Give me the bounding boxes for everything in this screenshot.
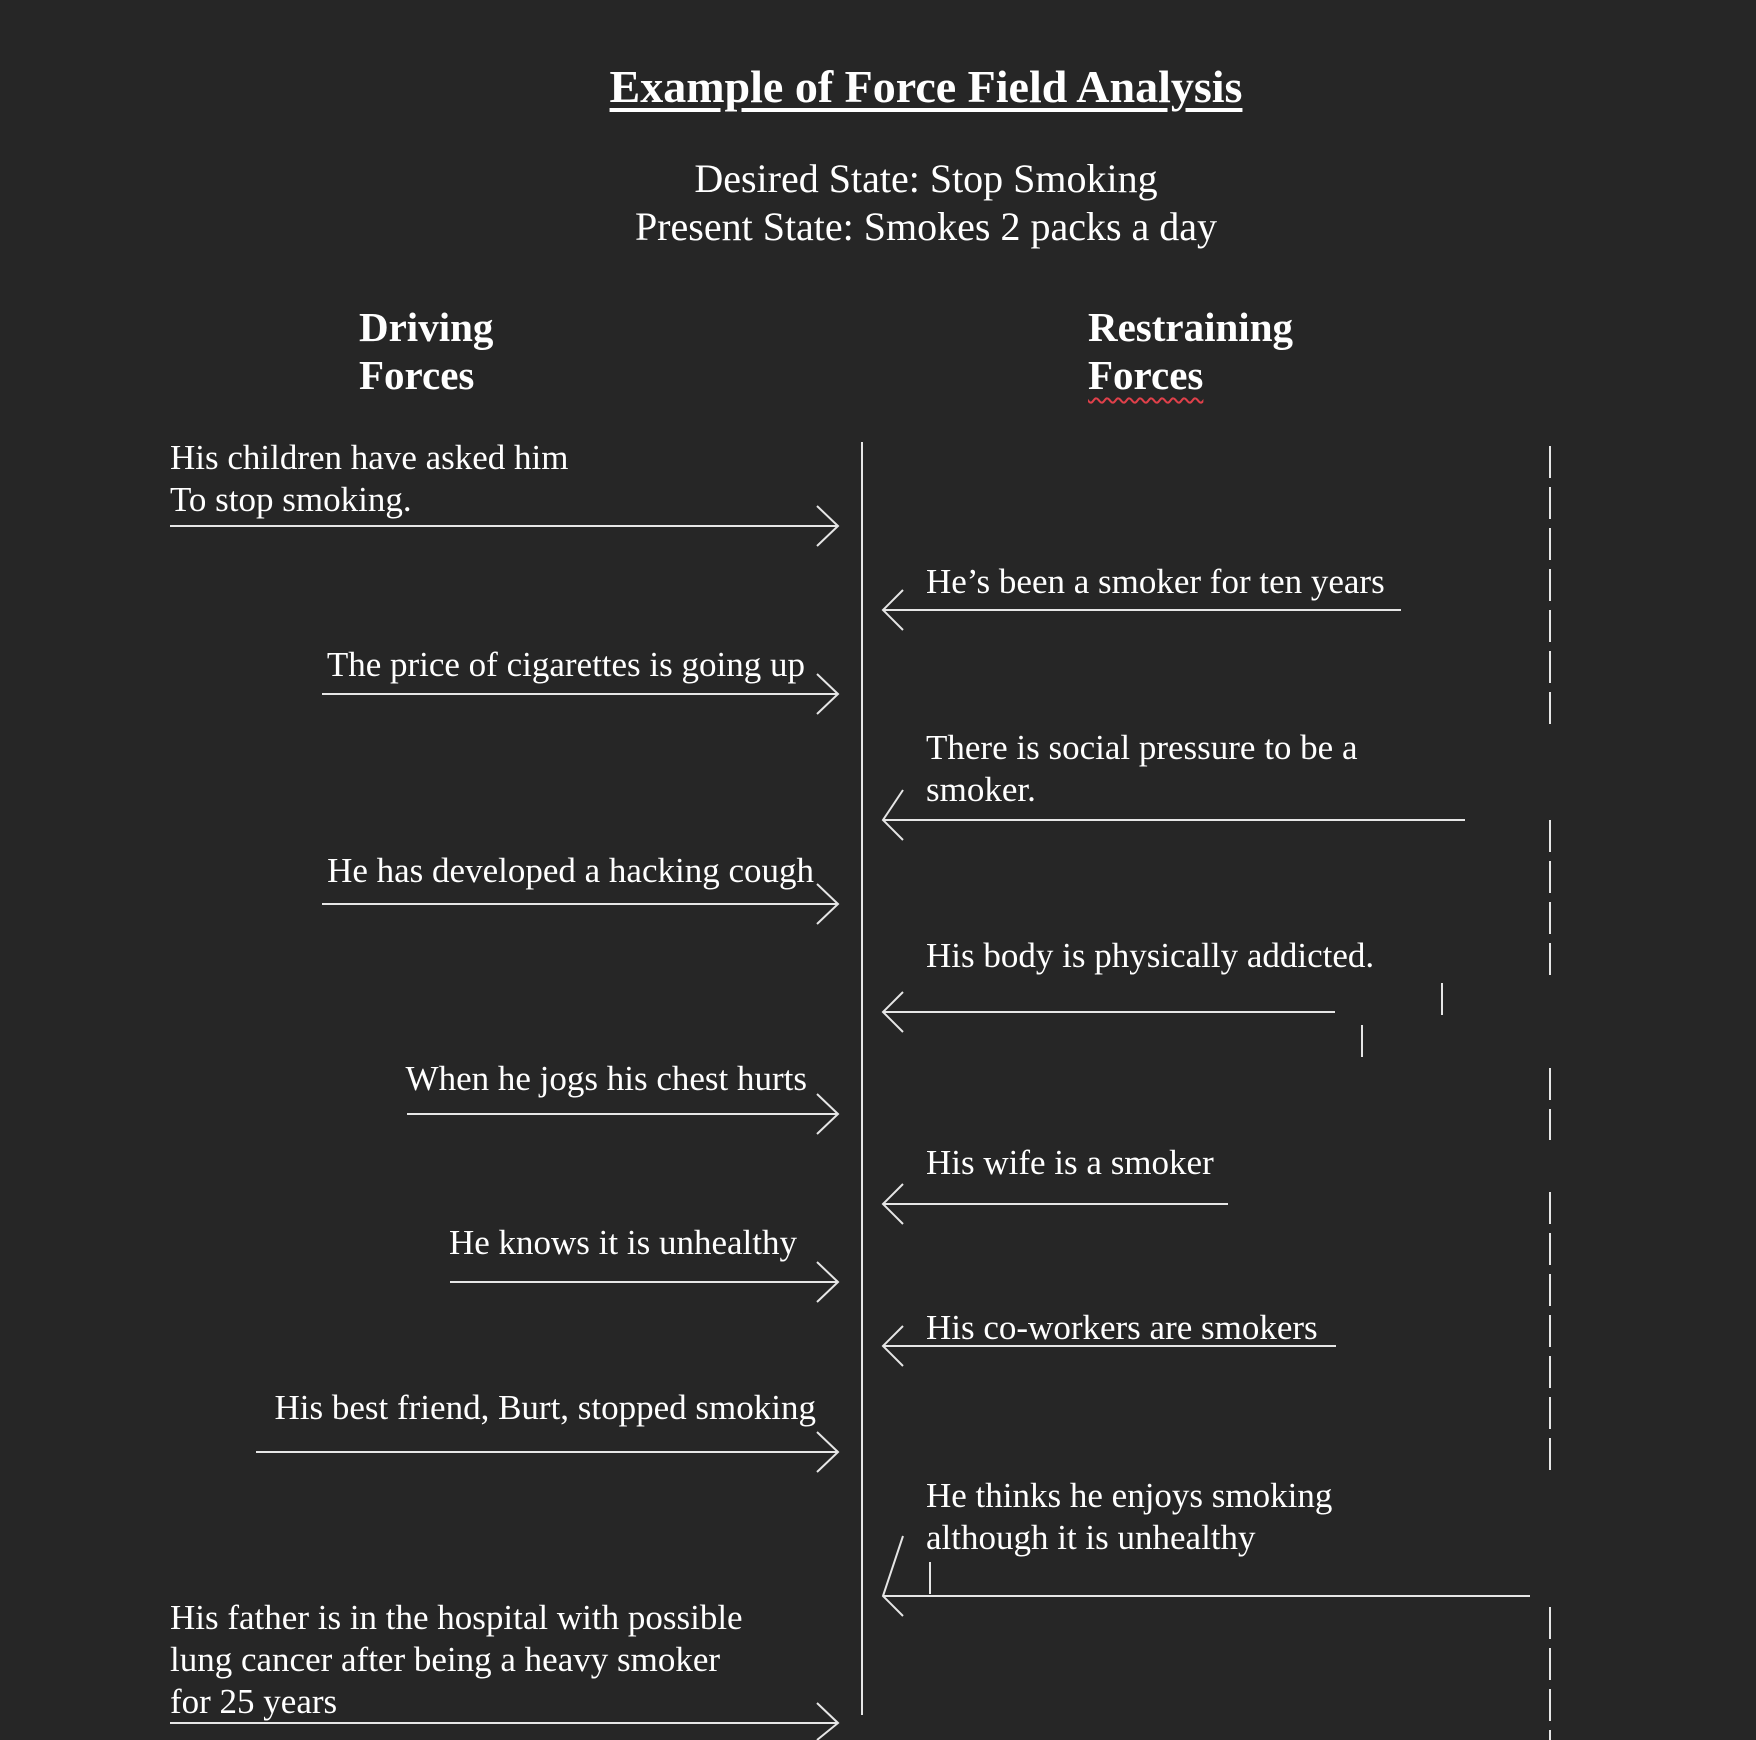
driving-force-1-line1: His children have asked him	[170, 438, 569, 477]
driving-force-7-line3: for 25 years	[170, 1682, 338, 1721]
present-state: Present State: Smokes 2 packs a day	[634, 204, 1218, 249]
restraining-force-6-line2: although it is unhealthy	[926, 1518, 1256, 1557]
margin-marks	[930, 446, 1550, 1740]
driving-force-4-line1: When he jogs his chest hurts	[405, 1059, 807, 1098]
restraining-force-4-line1: His wife is a smoker	[926, 1143, 1214, 1182]
driving-arrow-2	[322, 674, 838, 714]
restraining-force-3-line1: His body is physically addicted.	[926, 936, 1375, 975]
restraining-arrow-5	[883, 1326, 1336, 1366]
driving-force-5-line1: He knows it is unhealthy	[448, 1223, 797, 1262]
restraining-force-5-line1: His co-workers are smokers	[926, 1308, 1318, 1347]
restraining-arrow-2	[883, 790, 1465, 840]
restraining-force-6-line1: He thinks he enjoys smoking	[926, 1476, 1333, 1515]
driving-force-3-line1: He has developed a hacking cough	[327, 851, 814, 890]
driving-heading-line1: Driving	[359, 304, 494, 350]
desired-state: Desired State: Stop Smoking	[694, 156, 1158, 201]
page-title: Example of Force Field Analysis	[609, 61, 1243, 112]
restraining-heading-line1: Restraining	[1088, 304, 1293, 350]
driving-force-6-line1: His best friend, Burt, stopped smoking	[274, 1388, 816, 1427]
driving-force-2-line1: The price of cigarettes is going up	[326, 645, 805, 684]
restraining-force-2-line1: There is social pressure to be a	[926, 728, 1358, 767]
driving-arrow-6	[256, 1432, 838, 1472]
driving-arrow-7	[170, 1703, 838, 1740]
driving-arrow-1	[170, 506, 838, 546]
driving-arrow-4	[407, 1094, 838, 1134]
restraining-arrow-1	[883, 590, 1401, 630]
driving-force-7-line1: His father is in the hospital with possible	[170, 1598, 743, 1637]
driving-force-7-line2: lung cancer after being a heavy smoker	[170, 1640, 721, 1679]
restraining-force-1-line1: He’s been a smoker for ten years	[926, 562, 1385, 601]
driving-arrow-3	[322, 884, 838, 924]
driving-arrow-5	[450, 1262, 838, 1302]
restraining-arrow-4	[883, 1184, 1228, 1224]
restraining-force-2-line2: smoker.	[926, 770, 1036, 809]
driving-force-1-line2: To stop smoking.	[170, 480, 412, 519]
restraining-heading-line2: Forces	[1088, 352, 1204, 398]
restraining-arrow-3	[883, 992, 1335, 1032]
driving-heading-line2: Forces	[359, 352, 475, 398]
restraining-arrow-6	[883, 1536, 1530, 1616]
